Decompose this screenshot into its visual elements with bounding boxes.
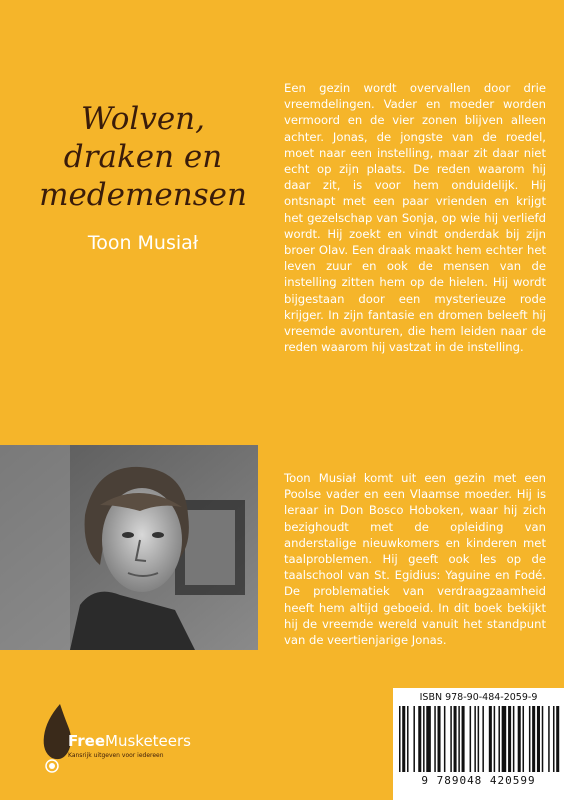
barcode-bar [542,706,544,772]
barcode-bar [458,706,460,772]
barcode-bar [482,706,484,772]
barcode-bar [553,706,555,772]
barcode-bar [513,706,515,772]
barcode-bar [494,706,496,772]
barcode-bar [413,706,415,772]
barcode-bar [502,706,507,772]
publisher-logo [38,700,238,780]
barcode-bar [438,706,441,772]
author-portrait-image [0,445,258,650]
barcode-bar [556,706,559,772]
isbn-label: ISBN 978-90-484-2059-9 [419,692,538,703]
publisher-name-musketeers: Musketeers [105,732,191,750]
barcode-bar [470,706,472,772]
barcode-bar [478,706,480,772]
book-title-line-2: draken en [63,139,223,175]
barcode-bar [489,706,492,772]
barcode-bar [450,706,452,772]
publisher-name [68,732,191,750]
book-title [28,100,258,214]
barcode-bar [537,706,540,772]
barcode-bar [474,706,476,772]
barcode-bar [444,706,446,772]
barcode-bar [426,706,431,772]
barcode-bar [498,706,500,772]
barcode-bar [518,706,521,772]
book-title-line-1: Wolven, [80,101,205,137]
book-blurb: Een gezin wordt overvallen door drie vreemdelingen. Vader en moeder worden vermoord en de vier zonen blijven alleen achter. Jonas, de jongste van de roedel, moet naar een instelling, maar zit daar niet echt op zijn plaats. De reden waarom hij daar zit, is voor hem onduidelijk. Hij ontsnapt met een paar vrienden en krijgt het gezelschap van Sonja, op wie hij verliefd wordt. Hij zoekt en vindt onderdak bij zijn broer Olav. Een draak maakt hem echter het leven zuur en ook de mensen van de instelling zitten hem op de hielen. Hij wordt bijgestaan door een mysterieuze rode krijger. In zijn fantasie en dromen beleeft hij vreemde avonturen, die hem leiden naar de reden waarom hij vastzat in de instelling. [284,81,546,355]
author-bio: Toon Musiał komt uit een gezin met een Poolse vader en een Vlaamse moeder. Hij is leraar in Don Bosco Hoboken, waar hij zich bezighoudt met de opleiding van anderstalige nieuwkomers en kinderen met taalproblemen. Hij geeft ook les op de taalschool van St. Egidius: Yaguine en Fodé. De problematiek van verdraagzaamheid heeft hem altijd geboeid. In dit boek bekijkt hij de vreemde wereld vanuit het standpunt van de veertienjarige Jonas. [284,471,546,648]
publisher-tagline: Kansrijk uitgeven voor iedereen [68,752,164,759]
barcode-bar [434,706,436,772]
barcode-bar [402,706,405,772]
barcode-bar [548,706,550,772]
barcode-digits: 9 789048 420599 [421,774,536,787]
barcode-bar [462,706,465,772]
barcode-block [393,688,564,800]
book-title-line-3: medemensen [39,177,247,213]
barcode-bar [532,706,535,772]
barcode-bar [418,706,421,772]
barcode-bar [407,706,409,772]
publisher-name-free: Free [68,732,106,750]
barcode-bar [508,706,511,772]
author-photo [0,445,258,650]
barcode-bar [529,706,531,772]
barcode-bar [523,706,525,772]
barcode-bar [399,706,401,772]
barcode-bar [423,706,425,772]
author-name: Toon Musiał [87,232,199,254]
barcode-bar [454,706,457,772]
barcode-bars [399,706,561,772]
